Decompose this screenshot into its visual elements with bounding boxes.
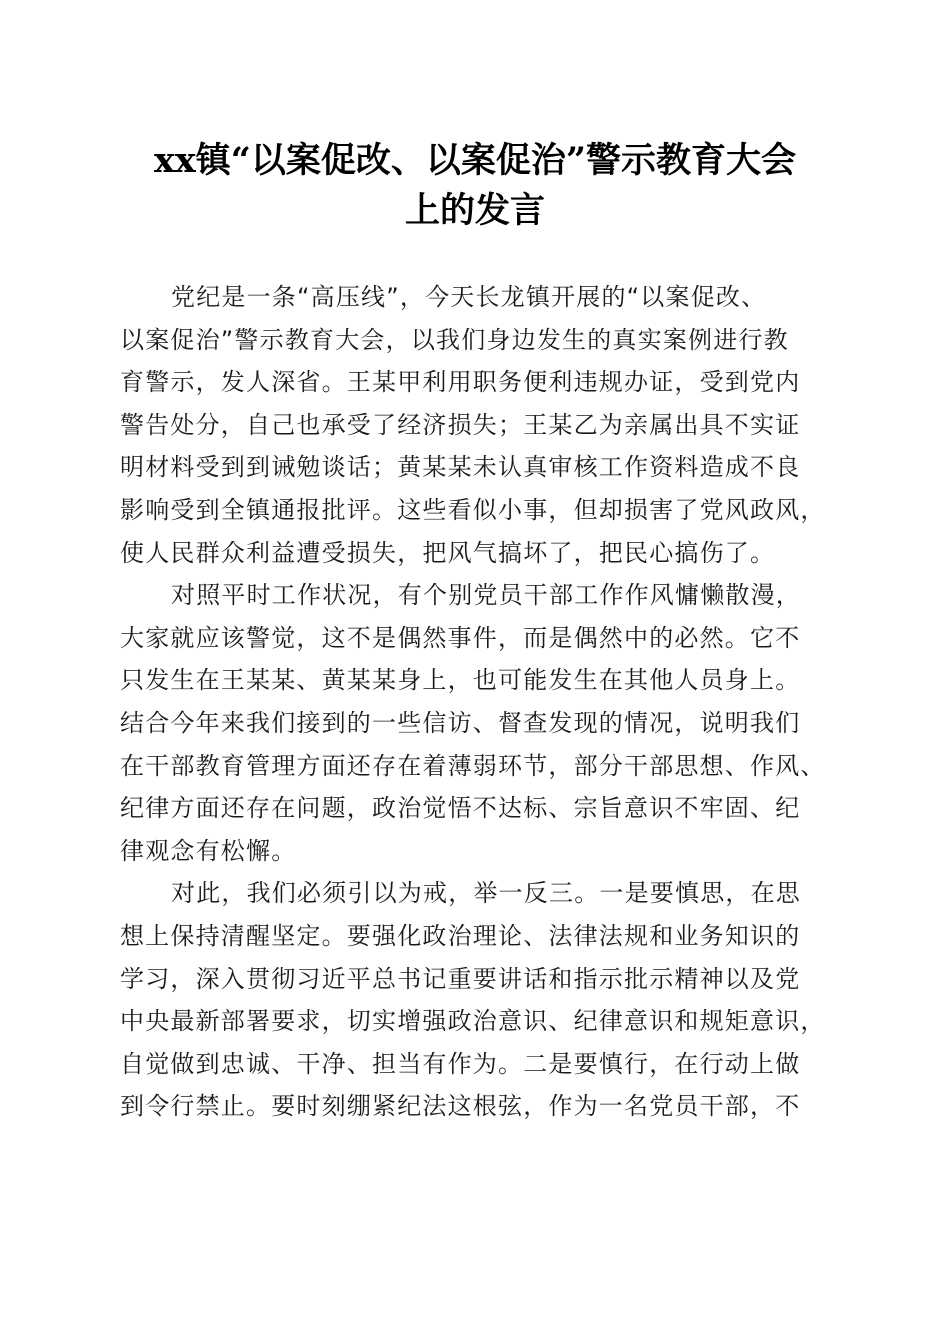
title-line-2: 上的发言	[404, 190, 545, 231]
text-line: 中央最新部署要求，切实增强政治意识、纪律意识和规矩意识，	[120, 1007, 826, 1036]
paragraph-1	[120, 276, 850, 574]
text-line: 自觉做到忠诚、干净、担当有作为。二是要慎行，在行动上做	[120, 1049, 801, 1078]
text-line: 律观念有松懈。	[120, 836, 297, 865]
text-line: 对此，我们必须引以为戒，举一反三。一是要慎思，在思	[171, 879, 801, 908]
text-line: 明材料受到到诫勉谈话；黄某某未认真审核工作资料造成不良	[120, 453, 801, 482]
paragraph-2	[120, 574, 850, 872]
text-line: 到令行禁止。要时刻绷紧纪法这根弦，作为一名党员干部，不	[120, 1092, 801, 1121]
text-line: 对照平时工作状况，有个别党员干部工作作风慵懒散漫，	[171, 581, 801, 610]
paragraph-3	[120, 872, 850, 1128]
document-title	[100, 136, 850, 236]
text-line: 影响受到全镇通报批评。这些看似小事，但却损害了党风政风，	[120, 495, 826, 524]
text-line: 结合今年来我们接到的一些信访、督查发现的情况，说明我们	[120, 708, 801, 737]
text-line: 学习，深入贯彻习近平总书记重要讲话和指示批示精神以及党	[120, 964, 801, 993]
text-line: 大家就应该警觉，这不是偶然事件，而是偶然中的必然。它不	[120, 623, 801, 652]
text-line: 想上保持清醒坚定。要强化政治理论、法律法规和业务知识的	[120, 921, 801, 950]
text-line: 纪律方面还存在问题，政治觉悟不达标、宗旨意识不牢固、纪	[120, 794, 801, 823]
text-line: 以案促治”警示教育大会，以我们身边发生的真实案例进行教	[120, 325, 789, 354]
text-line: 育警示，发人深省。王某甲利用职务便利违规办证，受到党内	[120, 368, 801, 397]
text-line: 只发生在王某某、黄某某身上，也可能发生在其他人员身上。	[120, 666, 801, 695]
text-line: 党纪是一条“高压线”，今天长龙镇开展的“以案促改、	[171, 283, 767, 311]
title-line-1: xx镇“以案促改、以案促治”警示教育大会	[154, 140, 796, 181]
text-line: 使人民群众利益遭受损失，把风气搞坏了，把民心搞伤了。	[120, 538, 776, 567]
text-line: 在干部教育管理方面还存在着薄弱环节，部分干部思想、作风、	[120, 751, 826, 780]
document-body	[120, 276, 850, 1128]
text-line: 警告处分，自己也承受了经济损失；王某乙为亲属出具不实证	[120, 410, 801, 439]
